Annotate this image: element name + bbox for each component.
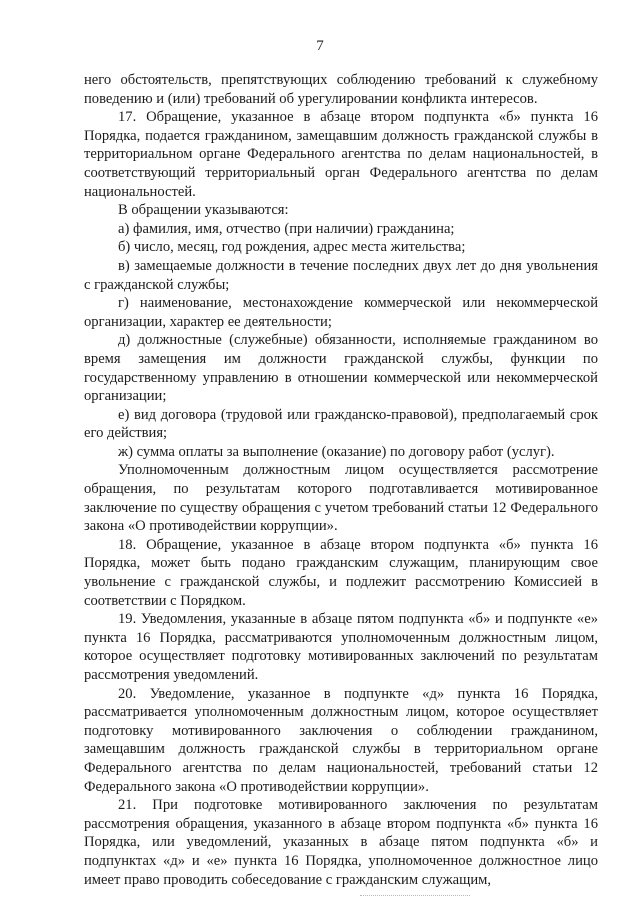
list-item-d: д) должностные (служебные) обязанности, исполняемые гражданином во время замещения им должности гражданской службы, функции по государственному управлению в отношении коммерческой или некоммерческой организации; — [84, 332, 598, 405]
paragraph-item-18: 18. Обращение, указанное в абзаце втором подпункта «б» пункта 16 Порядка, может быть подано гражданским служащим, планирующим свое увольнение с гражданской службы, и подлежит рассмотрению Комиссией в соответствии с Порядком. — [84, 536, 598, 609]
list-item-zh: ж) сумма оплаты за выполнение (оказание) по договору работ (услуг). — [118, 443, 555, 460]
paragraph-item-20: 20. Уведомление, указанное в подпункте «д» пункта 16 Порядка, рассматривается уполномоченным должностным лицом, которое осуществляет подготовку мотивированного заключения о соблюдении гражданином, замещавшим должность гражданской службы в территориальном органе Федерального агентства по делам национальностей, требований статьи 12 Федерального закона «О противодействии коррупции». — [84, 685, 598, 795]
paragraph-item-17: 17. Обращение, указанное в абзаце втором подпункта «б» пункта 16 Порядка, подается гражданином, замещавшим должность гражданской службы в территориальном органе Федерального агентства по делам национальностей, в соответствующий территориальный орган Федерального агентства по делам национальностей. — [84, 109, 598, 200]
paragraph-request-contents: В обращении указываются: — [118, 202, 289, 219]
paragraph-review: Уполномоченным должностным лицом осуществляется рассмотрение обращения, по результатам которого подготавливается мотивированное заключение по существу обращения с учетом требований статьи 12 Федерального закона «О противодействии коррупции». — [84, 462, 598, 535]
document-body — [84, 71, 598, 889]
paragraph-item-19: 19. Уведомления, указанные в абзаце пятом подпункта «б» и подпункте «е» пункта 16 Порядка, рассматриваются уполномоченным должностным лицом, которое осуществляет подготовку мотивированных заключений по результатам рассмотрения уведомлений. — [84, 611, 598, 683]
list-item-b: б) число, месяц, год рождения, адрес места жительства; — [118, 239, 466, 256]
list-item-v: в) замещаемые должности в течение последних двух лет до дня увольнения с гражданской службы; — [84, 257, 598, 293]
page-number: 7 — [316, 38, 324, 54]
list-item-g: г) наименование, местонахождение коммерческой или некоммерческой организации, характер ее деятельности; — [84, 295, 598, 330]
list-item-a: а) фамилия, имя, отчество (при наличии) гражданина; — [118, 220, 455, 237]
paragraph-continuation: него обстоятельств, препятствующих соблюдению требований к служебному поведению и (или) требований об урегулировании конфликта интересов. — [84, 72, 598, 107]
list-item-e: е) вид договора (трудовой или гражданско-правовой), предполагаемый срок его действия; — [84, 406, 598, 442]
paragraph-item-21: 21. При подготовке мотивированного заключения по результатам рассмотрения обращения, указанного в абзаце втором подпункта «б» пункта 16 Порядка, или уведомлений, указанных в абзаце пятом подпункта «б» и подпунктах «д» и «е» пункта 16 Порядка, уполномоченное должностное лицо имеет право проводить собеседование с гражданским служащим, — [84, 797, 598, 888]
scan-artifact-divider — [360, 895, 470, 898]
